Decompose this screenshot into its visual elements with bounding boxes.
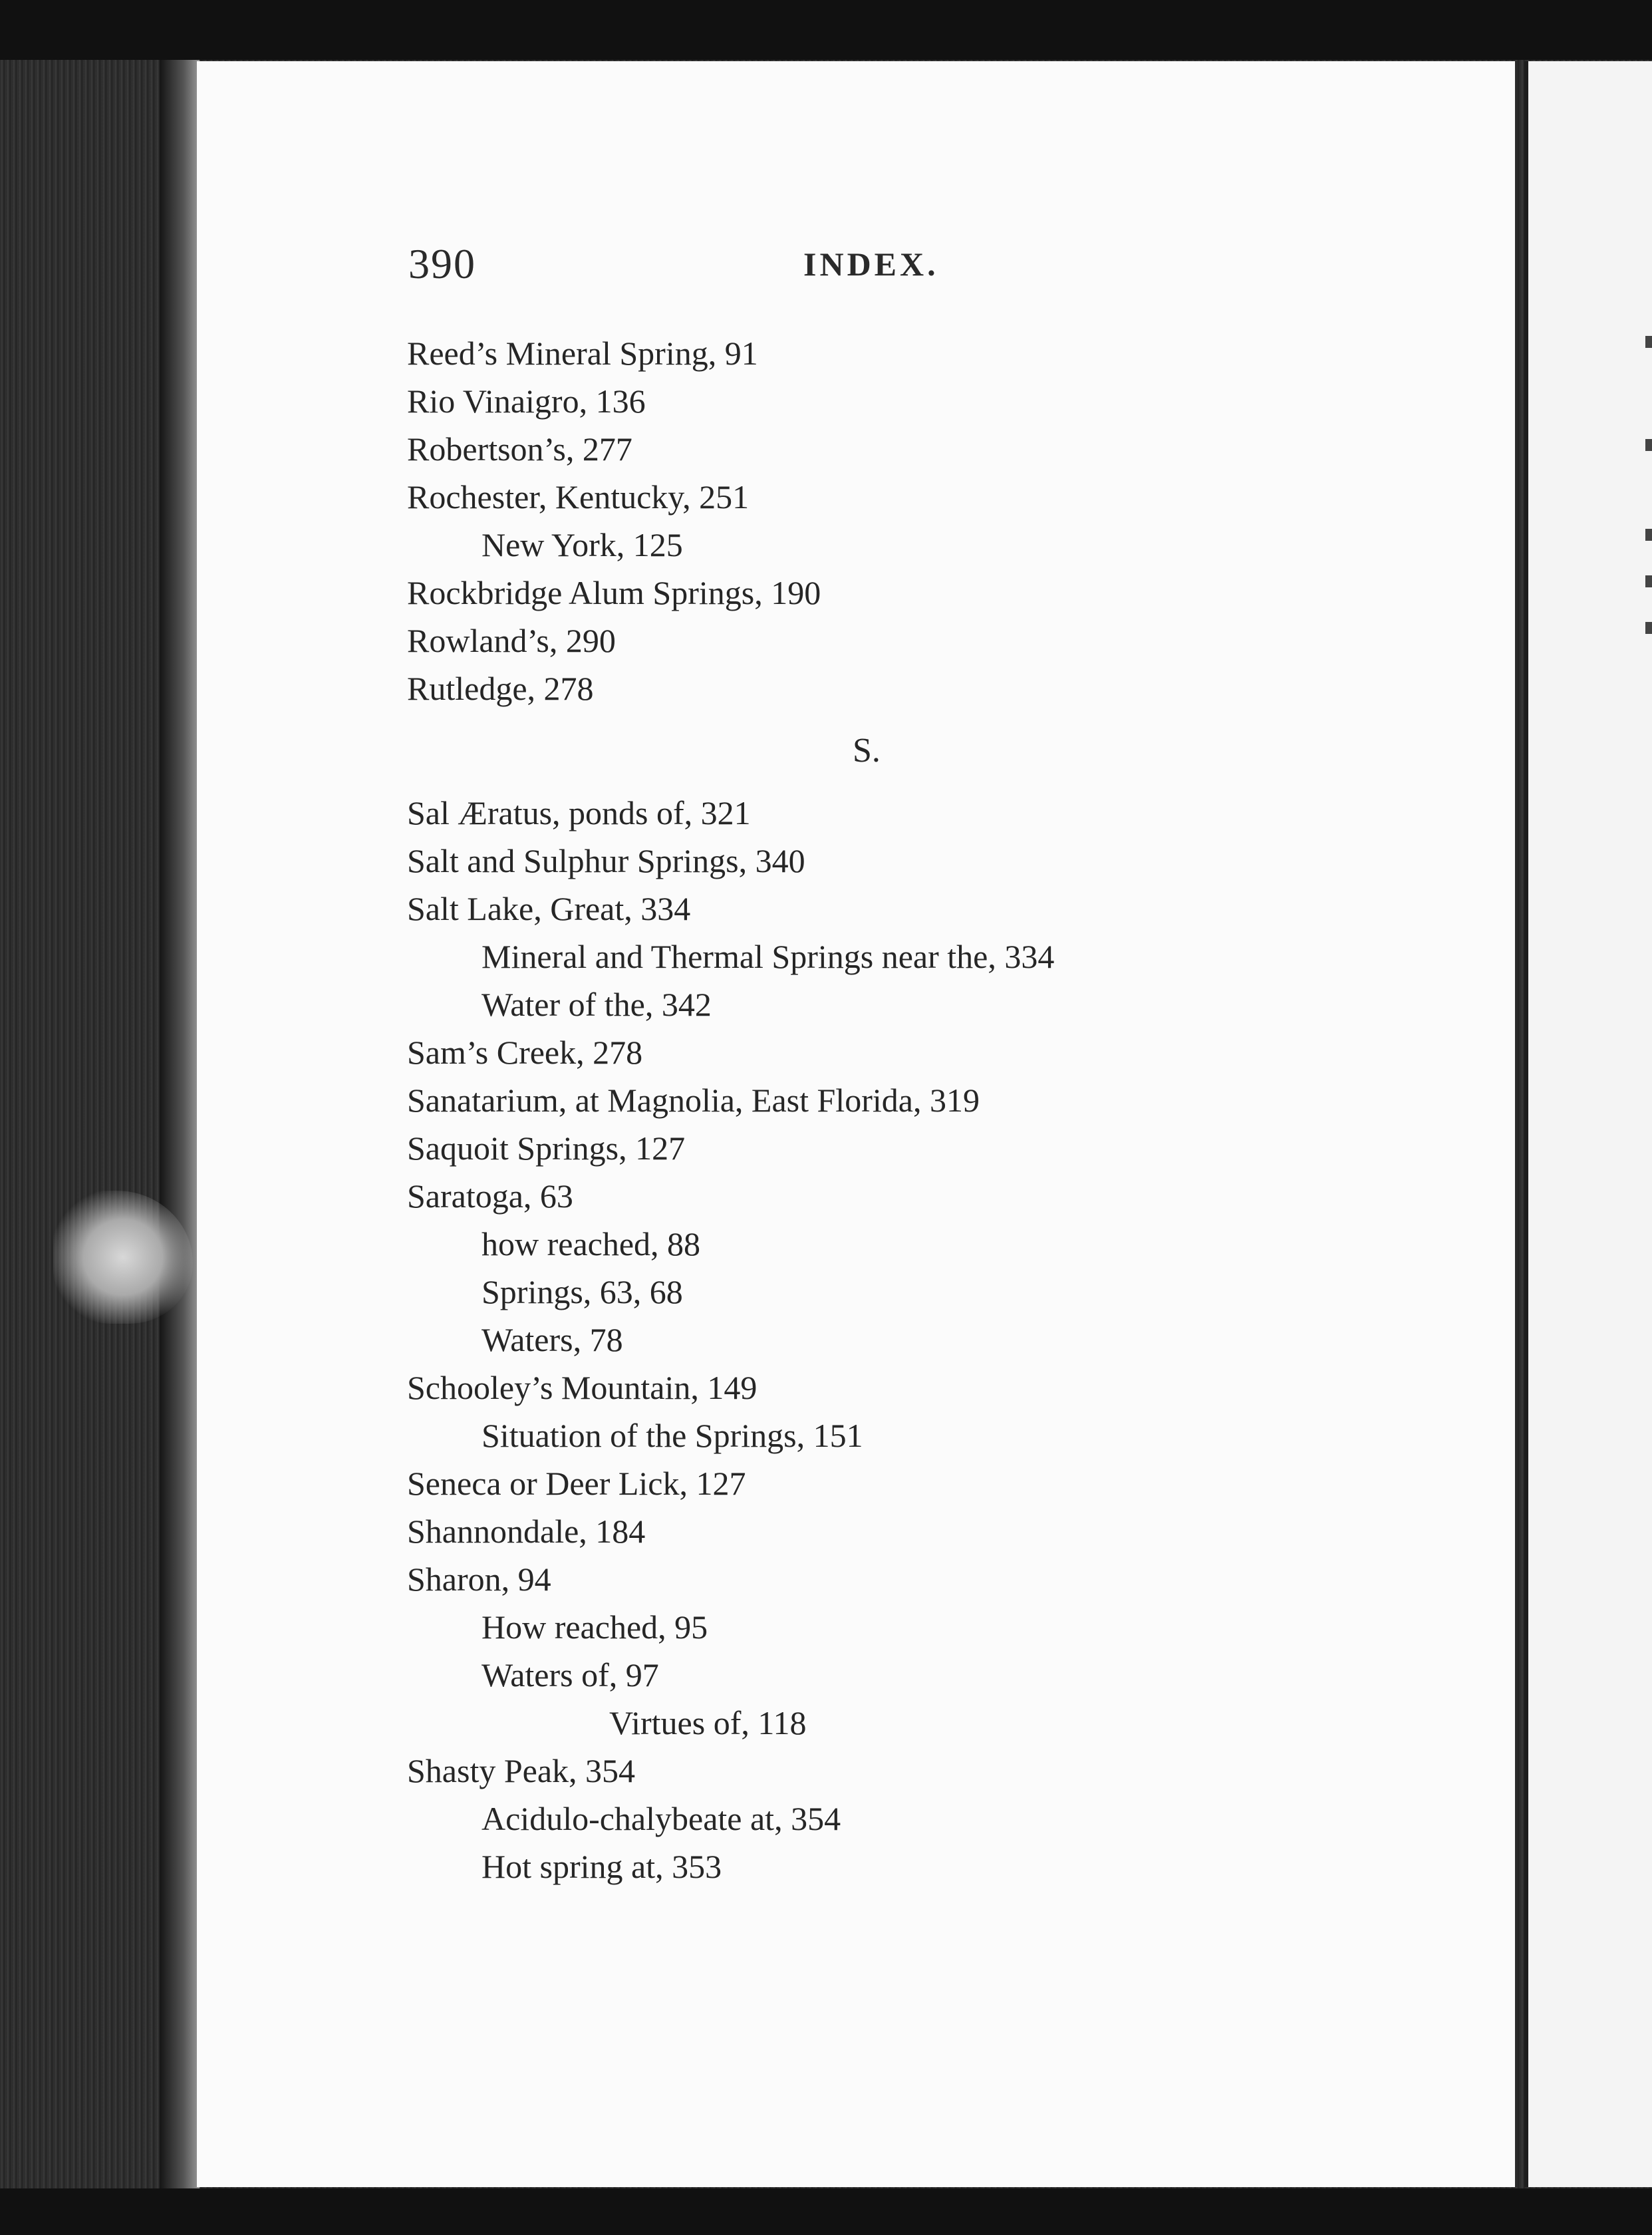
index-subentry: Situation of the Springs, 151 — [482, 1417, 863, 1454]
index-entry: Rowland’s, 290 — [407, 622, 616, 659]
index-entry: Salt and Sulphur Springs, 340 — [407, 842, 805, 879]
index-subentry: Mineral and Thermal Springs near the, 334 — [482, 938, 1055, 975]
page-number: 390 — [408, 240, 476, 287]
index-subentry: Hot spring at, 353 — [482, 1848, 722, 1885]
index-entry: Salt Lake, Great, 334 — [407, 890, 691, 927]
index-entry: Sam’s Creek, 278 — [407, 1034, 643, 1071]
index-list — [407, 329, 1511, 1890]
index-entry: Seneca or Deer Lick, 127 — [407, 1465, 746, 1502]
index-entry: Rockbridge Alum Springs, 190 — [407, 574, 821, 611]
index-entry: Schooley’s Mountain, 149 — [407, 1369, 757, 1406]
index-subentry: New York, 125 — [482, 526, 683, 563]
scan-bottom-edge — [0, 2188, 1652, 2235]
index-entry: Shannondale, 184 — [407, 1513, 646, 1550]
index-entry: Sharon, 94 — [407, 1561, 551, 1598]
index-entry: Saratoga, 63 — [407, 1177, 573, 1215]
index-entry: Sanatarium, at Magnolia, East Florida, 319 — [407, 1082, 980, 1119]
index-subentry: how reached, 88 — [482, 1225, 701, 1263]
scan-top-edge — [0, 0, 1652, 60]
index-subentry: Waters of, 97 — [482, 1656, 659, 1694]
index-entry: Reed’s Mineral Spring, 91 — [407, 335, 758, 372]
index-entry: Saquoit Springs, 127 — [407, 1129, 686, 1167]
section-letter: S. — [853, 732, 881, 770]
index-entry: Robertson’s, 277 — [407, 430, 632, 468]
running-head — [408, 239, 940, 293]
index-entry: Rutledge, 278 — [407, 670, 594, 707]
index-subentry: Acidulo-chalybeate at, 354 — [482, 1800, 841, 1837]
facing-page-edge — [1524, 61, 1652, 2187]
index-subentry: Virtues of, 118 — [609, 1704, 807, 1741]
running-title: INDEX. — [803, 245, 939, 283]
index-subentry: Waters, 78 — [482, 1321, 623, 1358]
index-entry: Rochester, Kentucky, 251 — [407, 478, 750, 516]
index-subentry: Springs, 63, 68 — [482, 1273, 683, 1310]
book-spine-shadow — [160, 60, 200, 2188]
index-subentry: How reached, 95 — [482, 1608, 708, 1646]
index-entry: Rio Vinaigro, 136 — [407, 382, 646, 420]
index-entry: Sal Æratus, ponds of, 321 — [407, 794, 751, 831]
index-entry: Shasty Peak, 354 — [407, 1752, 636, 1789]
index-subentry: Water of the, 342 — [482, 986, 712, 1023]
